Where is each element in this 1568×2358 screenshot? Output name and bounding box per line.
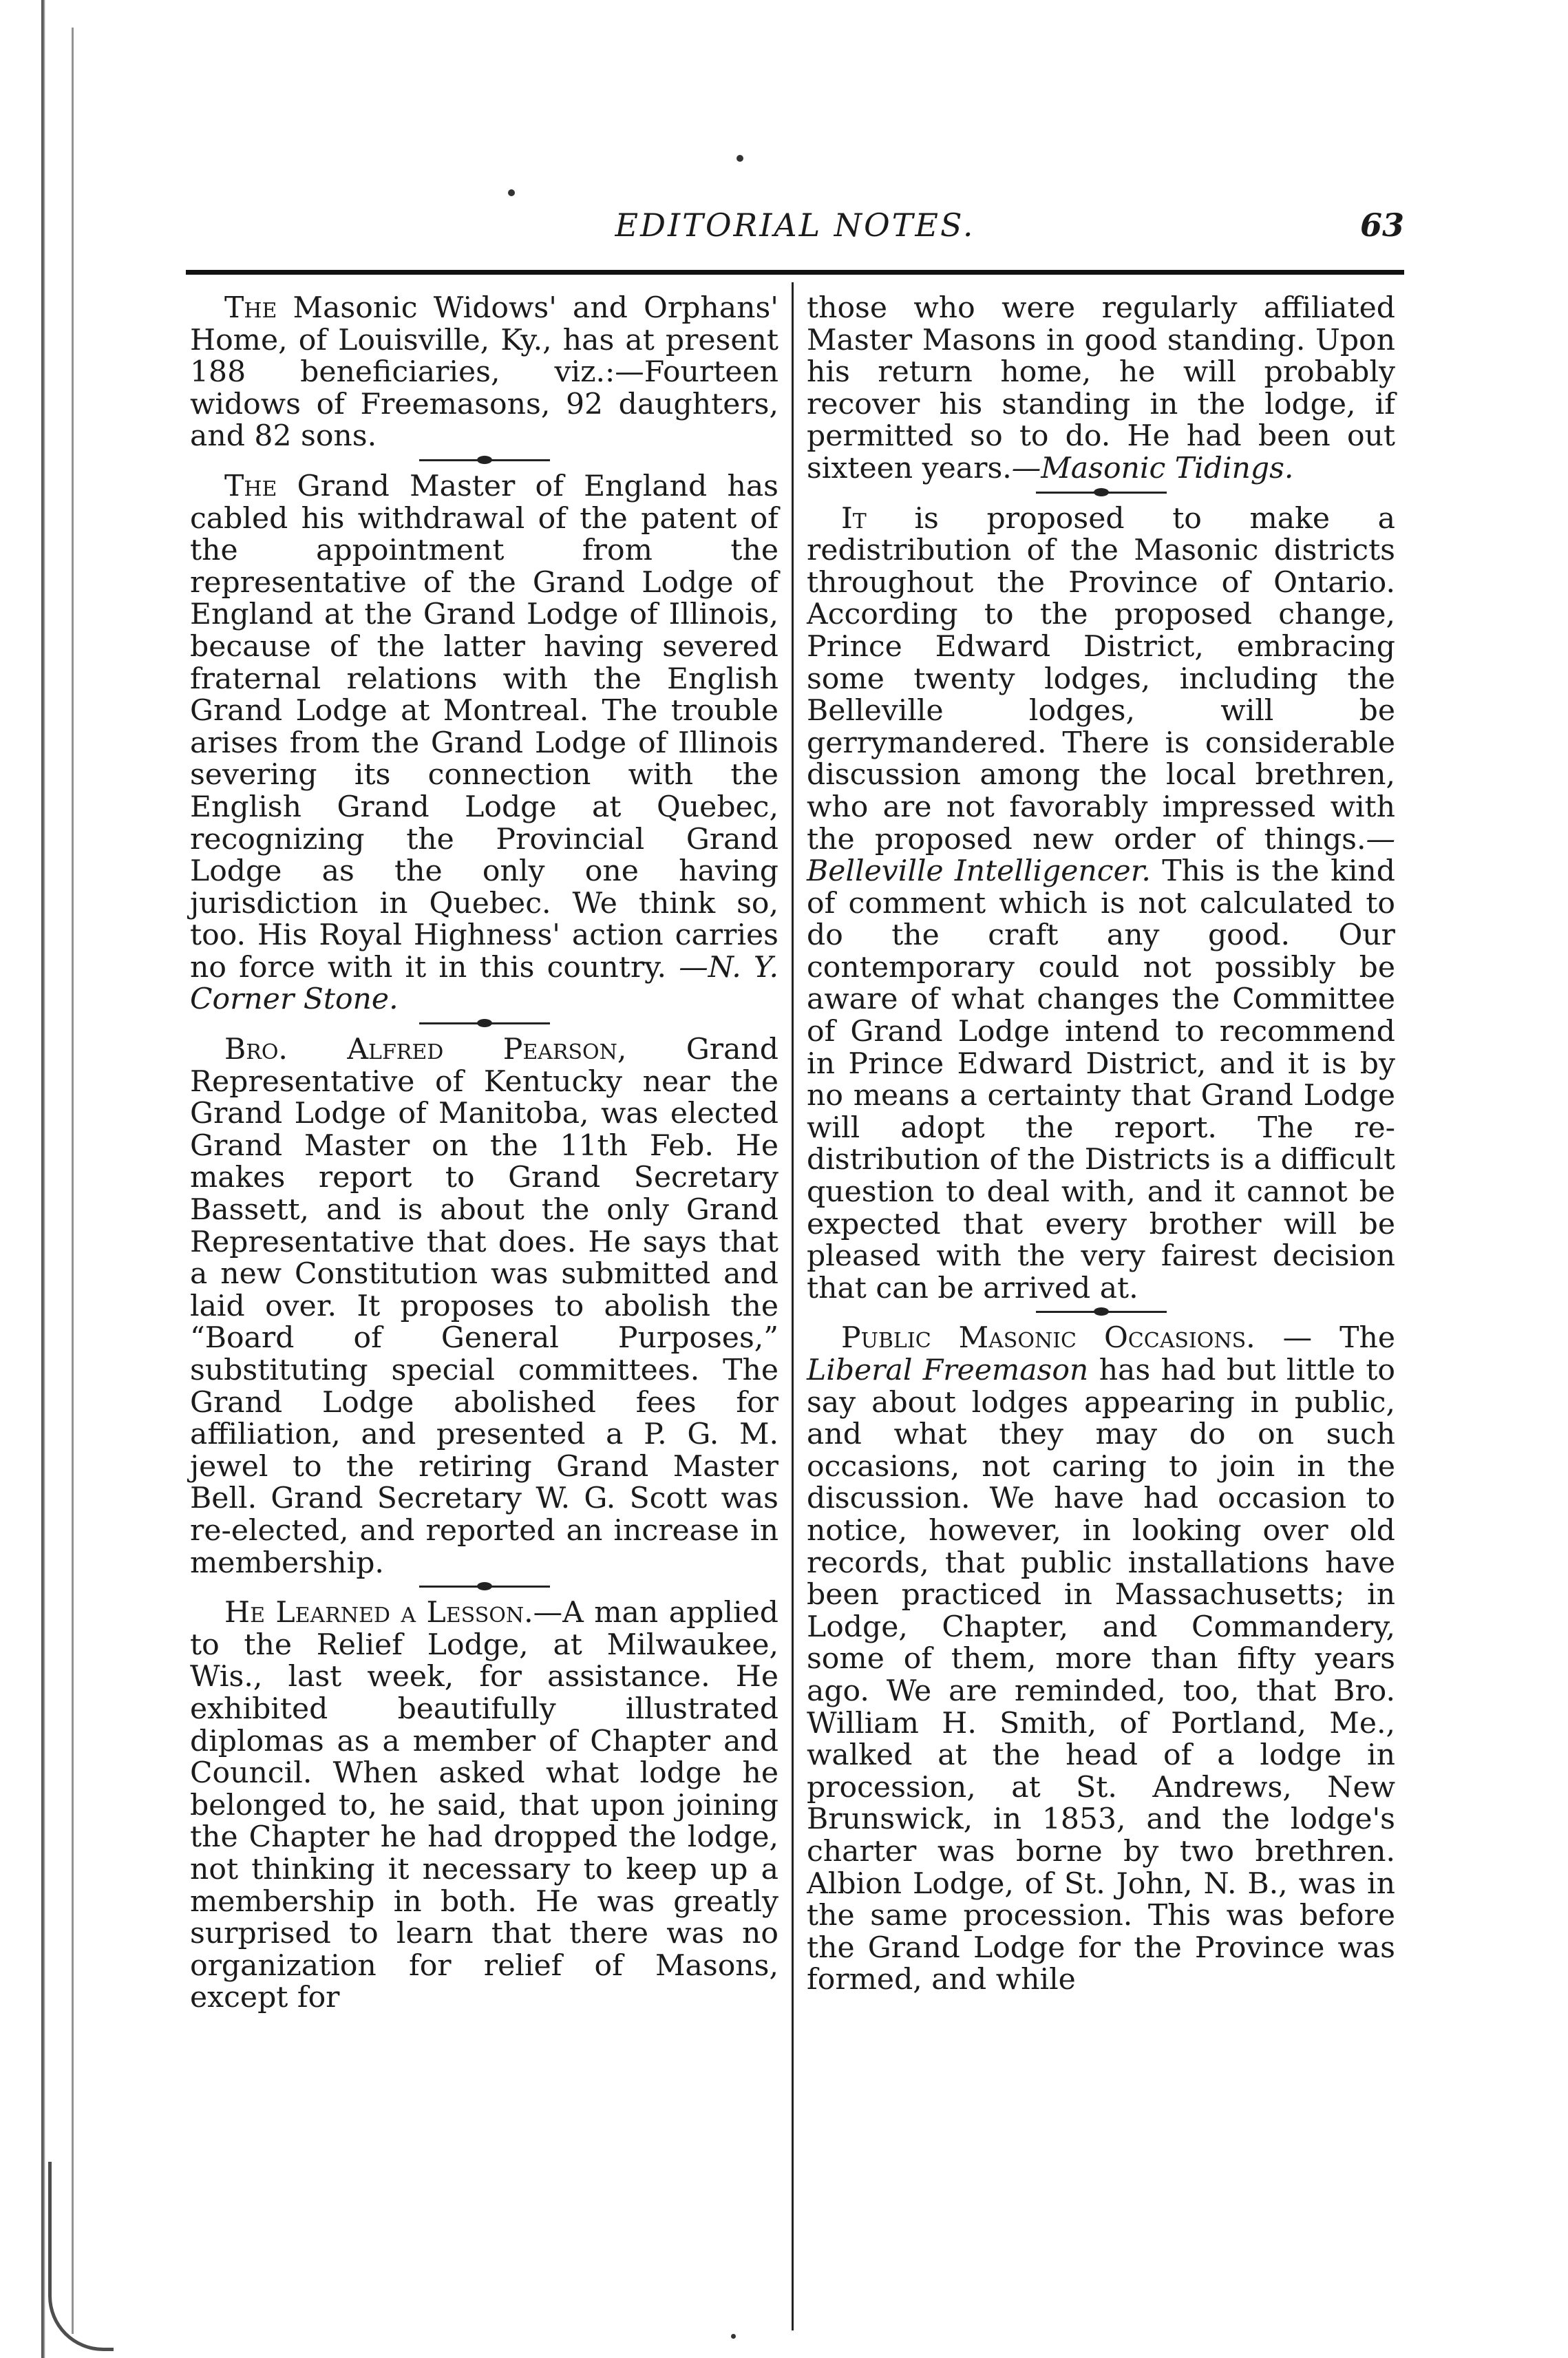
article-text: —A man applied to the Relief Lodge, at Milwaukee, Wis., last week, for assistance. He exhibited beautifully illustrated diplomas as a member of Chapter and Council. When asked what lodge he belonged to, he said, that upon joining the Chapter he had dropped the lodge, not thinking it necessary to keep up a membership in both. He was greatly surprised to learn that there was no organization for relief of Masons, except for bbox=[190, 1596, 778, 2015]
section-separator bbox=[419, 1019, 550, 1027]
section-separator bbox=[1036, 1307, 1167, 1316]
article-learned-lesson bbox=[190, 1597, 778, 2014]
article-source: —Masonic Tidings. bbox=[1011, 451, 1294, 485]
print-speck bbox=[508, 189, 515, 196]
article-lead: The bbox=[224, 469, 277, 503]
article-text: Grand Master of England has cabled his withdrawal of the patent of the appointment from the representative of the Grand Lodge of England at the Grand Lodge of Illinois, because of the latter having severed fraternal relations with the English Grand Lodge at Montreal. The trouble arises from the Grand Lodge of Illinois severing its connection with the English Grand Lodge at Quebec, recognizing the Provincial Grand Lodge as the only one having jurisdiction in Quebec. We think so, too. His Royal Highness' action carries no force with it in this country. bbox=[190, 469, 778, 985]
article-ontario-districts bbox=[807, 503, 1395, 1305]
page-header bbox=[186, 207, 1404, 255]
binding-edge bbox=[41, 0, 45, 2358]
print-speck bbox=[737, 155, 743, 162]
article-dash: — The bbox=[1255, 1321, 1396, 1356]
right-column bbox=[807, 293, 1395, 1997]
article-text: has had but little to say about lodges appearing in public, and what they may do on such occasions, not caring to join in the discussion. We have had occasion to notice, however, in looking over old records, that public installations have been practiced in Massachusetts; in Lodge, Chapter, and Commandery, some of them, more than fifty years ago. We are reminded, too, that Bro. William H. Smith, of Portland, Me., walked at the head of a lodge in procession, at St. Andrews, New Brunswick, in 1853, and the lodge's charter was borne by two brethren. Albion Lodge, of St. John, N. B., was in the same procession. This was before the Grand Lodge for the Province was formed, and while bbox=[807, 1354, 1395, 1997]
article-text: Masonic Widows' and Orphans' Home, of Louisville, Ky., has at present 188 beneficiaries, viz.:—Fourteen widows of Freemasons, 92 daughters, and 82 sons. bbox=[190, 291, 778, 454]
left-column bbox=[190, 293, 778, 2014]
article-lead: It bbox=[841, 501, 867, 536]
article-source: —N. Y. Corner Stone. bbox=[190, 950, 778, 1017]
section-separator bbox=[419, 1582, 550, 1590]
article-grand-master-england bbox=[190, 471, 778, 1016]
article-text: Grand Representative of Kentucky near the Grand Lodge of Manitoba, was elected Grand Master on the 11th Feb. He makes report to Grand Secretary Bassett, and is about the only Grand Representative that does. He says that a new Constitution was submitted and laid over. It proposes to abolish the “Board of General Purposes,” substituting special committees. The Grand Lodge abolished fees for affiliation, and presented a P. G. M. jewel to the retiring Grand Master Bell. Grand Secretary W. G. Scott was re-elected, and reported an increase in membership. bbox=[190, 1033, 778, 1580]
article-alfred-pearson bbox=[190, 1034, 778, 1579]
binding-shadow-line bbox=[72, 28, 74, 2334]
article-lead: Bro. Alfred Pearson, bbox=[224, 1033, 627, 1067]
binding-curl bbox=[48, 2162, 114, 2351]
newspaper-name: Liberal Freemason bbox=[807, 1354, 1089, 1387]
article-widows-home bbox=[190, 293, 778, 453]
article-text: is proposed to make a redistribution of the Masonic districts throughout the Province of Ontario. According to the proposed change, Prince Edward District, embracing some twenty lodges, including the Belleville lodges, will be gerrymandered. There is considerable discussion among the local brethren, who are not favorably impressed with the proposed new order of things. bbox=[807, 501, 1395, 856]
section-separator bbox=[419, 456, 550, 464]
print-speck bbox=[731, 2334, 736, 2339]
article-lead: He Learned a Lesson. bbox=[224, 1596, 533, 1630]
page-number: 63 bbox=[1359, 207, 1404, 244]
running-title: EDITORIAL NOTES. bbox=[615, 207, 975, 244]
article-text: those who were regularly affiliated Master Masons in good standing. Upon his return home, he will probably recover his standing in the lodge, if permitted so to do. He had been out sixteen years. bbox=[807, 291, 1395, 485]
article-public-occasions bbox=[807, 1323, 1395, 1996]
article-lead: The bbox=[224, 291, 277, 325]
header-rule bbox=[186, 270, 1404, 275]
article-source: —Belleville Intelligencer. bbox=[807, 822, 1395, 889]
article-text-comment: This is the kind of comment which is not calculated to do the craft any good. Our contemporary could not possibly be aware of what changes the Committee of Grand Lodge intend to recommend in Prince Edward District, and it is by no means a certainty that Grand Lodge will adopt the report. The re-distribution of the Districts is a difficult question to deal with, and it cannot be expected that every brother will be pleased with the very fairest decision that can be arrived at. bbox=[807, 854, 1395, 1305]
section-separator bbox=[1036, 488, 1167, 496]
article-learned-lesson-continued bbox=[807, 293, 1395, 485]
column-divider bbox=[792, 282, 794, 2330]
article-lead: Public Masonic Occasions. bbox=[841, 1321, 1256, 1356]
